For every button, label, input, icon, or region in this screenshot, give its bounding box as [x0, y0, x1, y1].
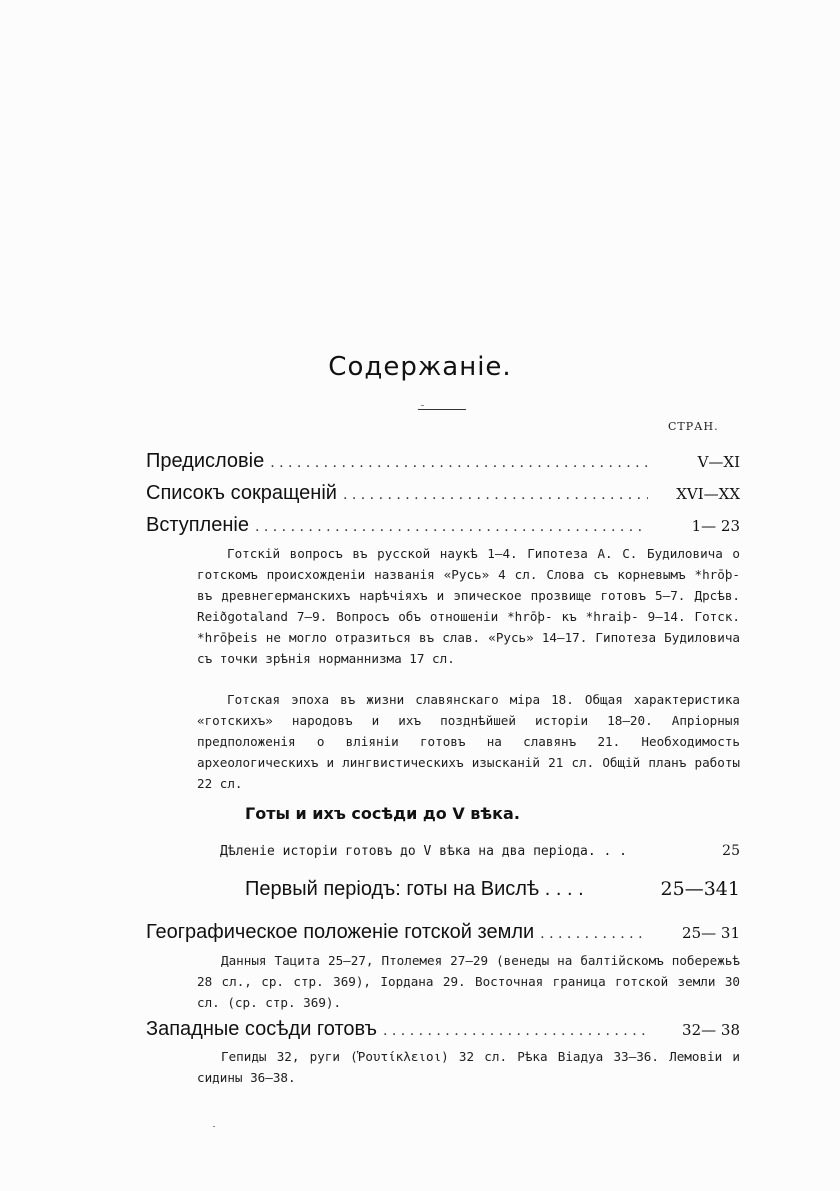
period-label: Первый періодъ: готы на Вислѣ . . . .: [245, 878, 584, 900]
toc-subentry-label: Дѣленіе исторіи готовъ до V вѣка на два періода. . .: [220, 844, 627, 859]
toc-entry-label: Списокъ сокращеній: [146, 482, 337, 504]
toc-entry-pages: 25— 31: [682, 924, 740, 942]
toc-entry-pages: 1— 23: [691, 517, 740, 535]
toc-period-heading[interactable]: [245, 878, 740, 908]
toc-entry-label: Западные сосѣди готовъ: [146, 1018, 377, 1040]
leader-dots: [264, 455, 648, 471]
toc-entry-label: Вступленіе: [146, 514, 249, 536]
toc-entry-label: Географическое положеніе готской земли: [146, 921, 535, 943]
leader-dots: [377, 1023, 648, 1039]
toc-entry-pages: V—XI: [697, 453, 740, 471]
toc-entry-abbreviations[interactable]: [146, 482, 740, 510]
toc-entry-pages: 32— 38: [682, 1021, 740, 1039]
toc-entry-geography[interactable]: [146, 921, 740, 949]
pages-column-header: СТРАН.: [668, 420, 719, 433]
toc-subentry-pages: 25: [722, 843, 740, 859]
toc-subentry-periods[interactable]: [220, 843, 740, 865]
section-heading: Готы и ихъ сосѣди до V вѣка.: [245, 804, 520, 823]
intro-summary-paragraph-2: Готская эпоха въ жизни славянскаго міра 18. Общая характеристика «готскихъ» народовъ и ихъ позднѣйшей исторіи 18—20. Апріорныя предположенія о вліяніи готовъ на славянъ 21. Необходимость археологическихъ и лингвистическихъ изысканій 21 сл. Общій планъ работы 22 сл.: [197, 692, 740, 791]
leader-dots: [534, 926, 648, 942]
page-title: Содержаніе.: [328, 352, 512, 382]
intro-summary-paragraph-1: Готскій вопросъ въ русской наукѣ 1—4. Гипотеза А. С. Будиловича о готскомъ происхожденіи названія «Русь» 4 сл. Слова съ корневымъ *hrōþ- въ древнегерманскихъ нарѣчіяхъ и эпическое прозвище готовъ 5—7. Дрсѣв. Reiðgotaland 7—9. Вопросъ объ отношеніи *hrōþ- къ *hraiþ- 9—14. Готск. *hrōþeis не могло отразиться въ слав. «Русь» 14—17. Гипотеза Будиловича съ точки зрѣнія норманнизма 17 сл.: [197, 546, 740, 666]
paper-speck: [213, 1126, 215, 1127]
western-neighbours-summary-paragraph: Гепиды 32, руги (Ῥουτίκλειοι) 32 сл. Рѣка Віадуа 33—36. Лемовіи и сидины 36—38.: [197, 1049, 740, 1085]
toc-entry-pages: XVI—XX: [676, 485, 740, 503]
paper-speck: [421, 405, 424, 406]
toc-entry-label: Предисловіе: [146, 450, 265, 472]
toc-entry-western-neighbours[interactable]: [146, 1018, 740, 1046]
leader-dots: [337, 487, 648, 503]
toc-entry-preface[interactable]: [146, 450, 740, 478]
period-pages: 25—341: [660, 878, 740, 900]
title-rule: [418, 409, 466, 410]
geography-summary-paragraph: Данныя Тацита 25—27, Птолемея 27—29 (венеды на балтійскомъ побережьѣ 28 сл., ср. стр. 369), Іордана 29. Восточная граница готской земли 30 сл. (ср. стр. 369).: [197, 953, 740, 1010]
leader-dots: [249, 519, 648, 535]
toc-entry-introduction[interactable]: [146, 514, 740, 542]
